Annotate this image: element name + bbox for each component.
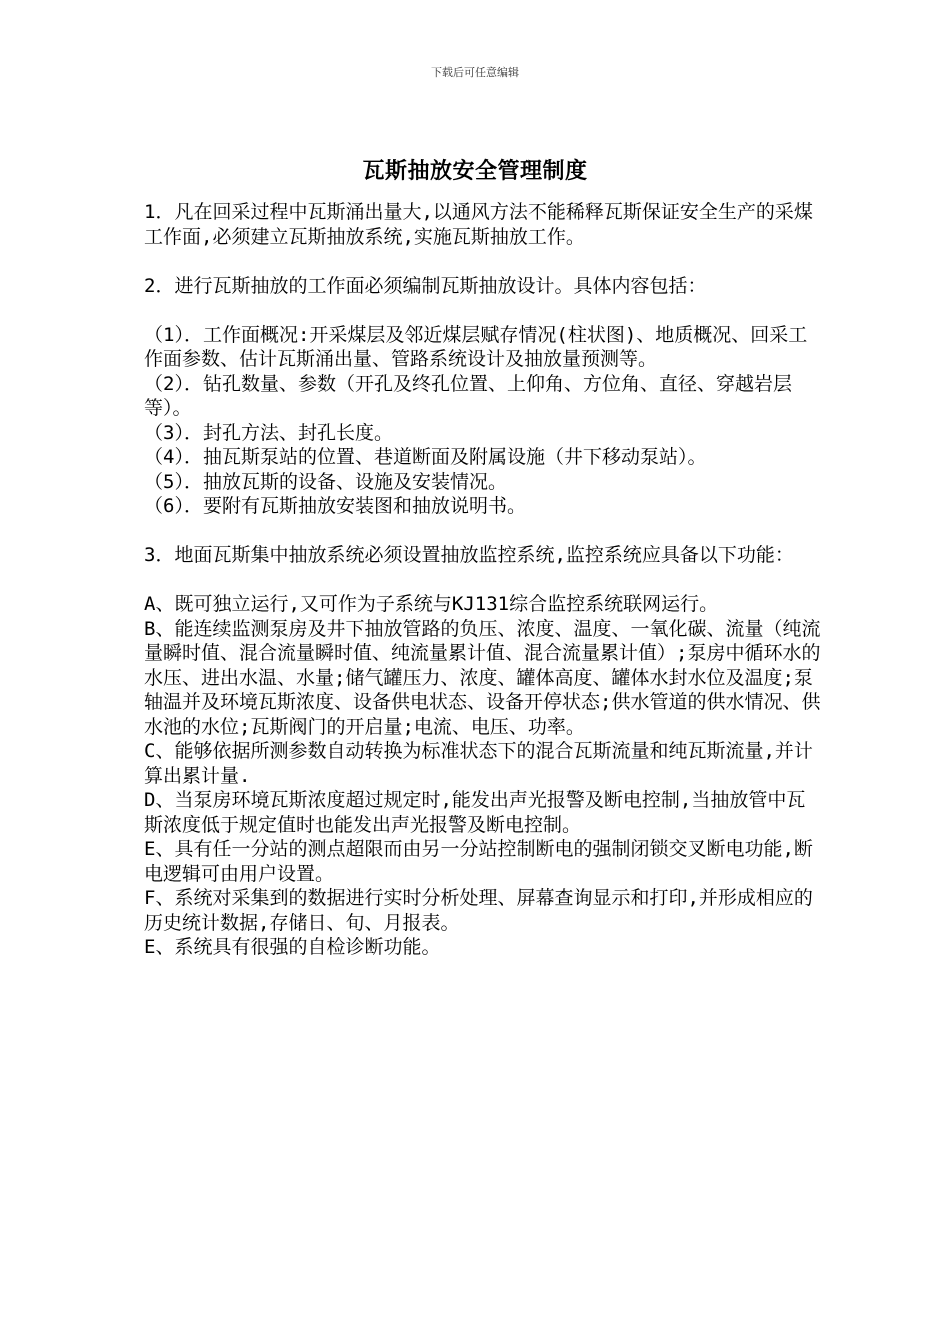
section-1-paragraph: 1．凡在回采过程中瓦斯涌出量大,以通风方法不能稀释瓦斯保证安全生产的采煤工作面,必须建立瓦斯抽放系统,实施瓦斯抽放工作。: [144, 201, 813, 248]
paragraph-gap: [144, 568, 824, 593]
document-body: [144, 200, 824, 960]
section-2-item: （2）．钻孔数量、参数（开孔及终孔位置、上仰角、方位角、直径、穿越岩层等）。: [144, 372, 792, 419]
section-3-item: D、当泵房环境瓦斯浓度超过规定时,能发出声光报警及断电控制,当抽放管中瓦斯浓度低于规定值时也能发出声光报警及断电控制。: [144, 789, 806, 836]
section-3-item: A、既可独立运行,又可作为子系统与KJ131综合监控系统联网运行。: [144, 593, 719, 615]
paragraph-gap: [144, 298, 824, 323]
section-2-item: （4）．抽瓦斯泵站的位置、巷道断面及附属设施（井下移动泵站）。: [144, 446, 707, 468]
section-2-item: （3）．封孔方法、封孔长度。: [144, 421, 393, 444]
section-2-item: （1）．工作面概况:开采煤层及邻近煤层赋存情况(柱状图)、地质概况、回采工作面参数、估计瓦斯涌出量、管路系统设计及抽放量预测等。: [144, 323, 808, 370]
section-2-paragraph: 2．进行瓦斯抽放的工作面必须编制瓦斯抽放设计。具体内容包括：: [144, 274, 707, 297]
paragraph-gap: [144, 249, 824, 274]
section-3-item: B、能连续监测泵房及井下抽放管路的负压、浓度、温度、一氧化碳、流量（纯流量瞬时值、混合流量瞬时值、纯流量累计值、混合流量累计值）;泵房中循环水的水压、进出水温、水量;储气罐压力、浓度、罐体高度、罐体水封水位及温度;泵轴温并及环境瓦斯浓度、设备供电状态、设备开停状态;供水管道的供水情况、供水池的水位;瓦斯阀门的开启量;电流、电压、功率。: [144, 617, 821, 738]
section-3-item: F、系统对采集到的数据进行实时分析处理、屏幕查询显示和打印,并形成相应的历史统计数据,存储日、旬、月报表。: [144, 887, 813, 934]
section-2-item: （6）．要附有瓦斯抽放安装图和抽放说明书。: [144, 495, 526, 517]
section-3-item: C、能够依据所测参数自动转换为标准状态下的混合瓦斯流量和纯瓦斯流量,并计算出累计量.: [144, 740, 813, 787]
section-3-item: E、系统具有很强的自检诊断功能。: [144, 936, 441, 958]
paragraph-gap: [144, 519, 824, 544]
section-3-paragraph: 3．地面瓦斯集中抽放系统必须设置抽放监控系统,监控系统应具备以下功能：: [144, 544, 794, 566]
page-title: 瓦斯抽放安全管理制度: [362, 159, 588, 184]
section-2-item: （5）．抽放瓦斯的设备、设施及安装情况。: [144, 470, 507, 493]
header-note: 下载后可任意编辑: [431, 66, 519, 79]
section-3-item: E、具有任一分站的测点超限而由另一分站控制断电的强制闭锁交叉断电功能,断电逻辑可由用户设置。: [144, 838, 813, 885]
